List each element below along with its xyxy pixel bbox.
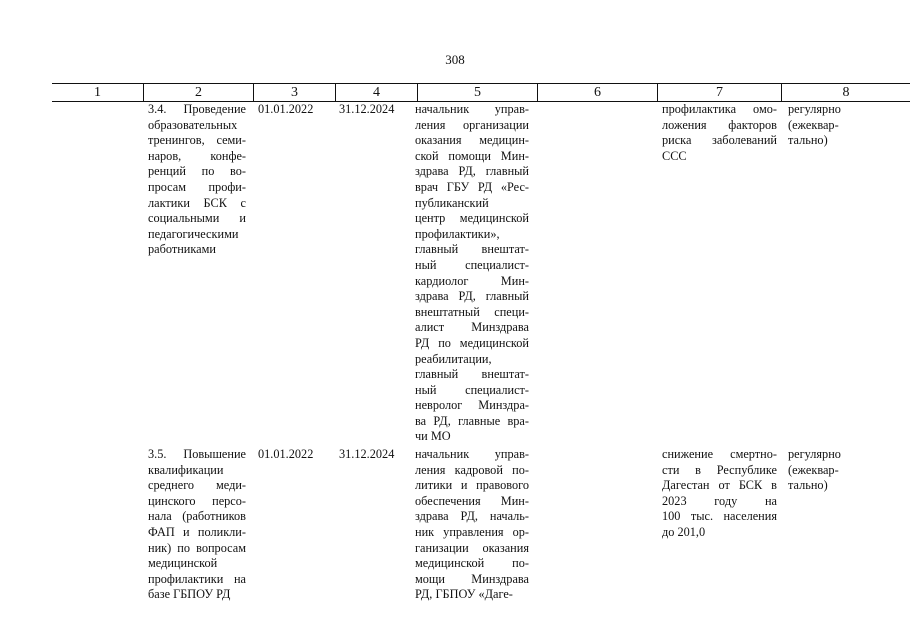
text-line: ССС: [662, 148, 687, 163]
text-line: ный специалист-: [415, 257, 529, 272]
text-line: базе ГБПОУ РД: [148, 587, 231, 602]
text-line: работниками: [148, 242, 216, 257]
text-line: квалификации: [148, 462, 224, 477]
text-line: литики и правового: [415, 478, 529, 493]
text-line: чи МО: [415, 429, 451, 444]
text-line: просам профи-: [148, 179, 246, 194]
text-line: социальными и: [148, 211, 246, 226]
text-line: тально): [788, 478, 828, 493]
table-header: [52, 83, 910, 102]
text-line: оказания медицин-: [415, 133, 529, 148]
header-col-1: 1: [94, 85, 101, 100]
text-line: мощи Минздрава: [415, 571, 529, 586]
text-line: главный внештат-: [415, 367, 529, 382]
text-line: врач ГБУ РД «Рес-: [415, 179, 529, 194]
text-line: здрава РД, началь-: [415, 509, 529, 524]
text-line: лактики БСК с: [148, 195, 246, 210]
text-line: ренций по во-: [148, 164, 246, 179]
row-3-4-responsible: [415, 102, 529, 445]
text-line: 3.5. Повышение: [148, 447, 246, 461]
text-line: среднего меди-: [148, 478, 246, 493]
text-line: начальник управ-: [415, 447, 529, 461]
text-line: профилактики на: [148, 571, 246, 586]
text-line: (ежеквар-: [788, 117, 839, 132]
header-col-2: 2: [143, 84, 253, 101]
text-line: публиканский: [415, 195, 489, 210]
header-col-8: 8: [781, 84, 910, 101]
row-3-4-name: [148, 102, 246, 258]
text-line: реабилитации,: [415, 351, 492, 366]
text-line: невролог Минздра-: [415, 398, 529, 413]
text-line: 3.4. Проведение: [148, 102, 246, 116]
text-line: ления организации: [415, 117, 529, 132]
text-line: здрава РД, главный: [415, 164, 529, 179]
text-line: тренингов, семи-: [148, 133, 246, 148]
text-line: Дагестан от БСК в: [662, 478, 777, 493]
row-3-5-responsible: [415, 447, 529, 603]
text-line: ложения факторов: [662, 117, 777, 132]
text-line: кардиолог Мин-: [415, 273, 529, 288]
header-col-7: 7: [657, 84, 781, 101]
text-line: ва РД, главные вра-: [415, 413, 529, 428]
row-3-4-start: 01.01.2022: [258, 102, 314, 116]
text-line: здрава РД, главный: [415, 289, 529, 304]
text-line: 100 тыс. населения: [662, 509, 777, 524]
row-3-5-result: [662, 447, 777, 541]
row-3-5-period: [788, 447, 878, 494]
header-col-5: 5: [417, 84, 537, 101]
text-line: медицинской: [148, 556, 218, 571]
page-number: 308: [445, 52, 465, 67]
text-line: регулярно: [788, 102, 841, 116]
text-line: снижение смертно-: [662, 447, 777, 461]
text-line: наров, конфе-: [148, 148, 246, 163]
row-3-4-period: [788, 102, 878, 149]
text-line: ник управления ор-: [415, 524, 529, 539]
text-line: регулярно: [788, 447, 841, 461]
text-line: ФАП и поликли-: [148, 524, 246, 539]
text-line: ганизации оказания: [415, 540, 529, 555]
text-line: образовательных: [148, 117, 238, 132]
row-3-5-start: 01.01.2022: [258, 447, 314, 461]
text-line: главный внештат-: [415, 242, 529, 257]
text-line: сти в Республике: [662, 462, 777, 477]
text-line: РД по медицинской: [415, 335, 529, 350]
header-col-4: 4: [335, 84, 417, 101]
text-line: цинского персо-: [148, 493, 246, 508]
text-line: начальник управ-: [415, 102, 529, 116]
text-line: 2023 году на: [662, 493, 777, 508]
text-line: педагогическими: [148, 226, 239, 241]
header-col-3: 3: [253, 84, 335, 101]
row-3-4-end: 31.12.2024: [339, 102, 395, 116]
row-3-4-result: [662, 102, 777, 164]
text-line: (ежеквар-: [788, 462, 839, 477]
text-line: ный специалист-: [415, 382, 529, 397]
text-line: РД, ГБПОУ «Даге-: [415, 587, 513, 602]
text-line: алист Минздрава: [415, 320, 529, 335]
text-line: ления кадровой по-: [415, 462, 529, 477]
row-3-5-end: 31.12.2024: [339, 447, 395, 461]
text-line: обеспечения Мин-: [415, 493, 529, 508]
text-line: центр медицинской: [415, 211, 529, 226]
text-line: медицинской по-: [415, 556, 529, 571]
text-line: ской помощи Мин-: [415, 148, 529, 163]
text-line: нала (работников: [148, 509, 246, 524]
text-line: внештатный специ-: [415, 304, 529, 319]
text-line: ник) по вопросам: [148, 540, 246, 555]
row-3-5-name: [148, 447, 246, 603]
text-line: тально): [788, 133, 828, 148]
text-line: профилактики»,: [415, 226, 500, 241]
text-line: профилактика омо-: [662, 102, 777, 116]
header-col-6: 6: [537, 84, 657, 101]
text-line: риска заболеваний: [662, 133, 777, 148]
text-line: до 201,0: [662, 524, 706, 539]
